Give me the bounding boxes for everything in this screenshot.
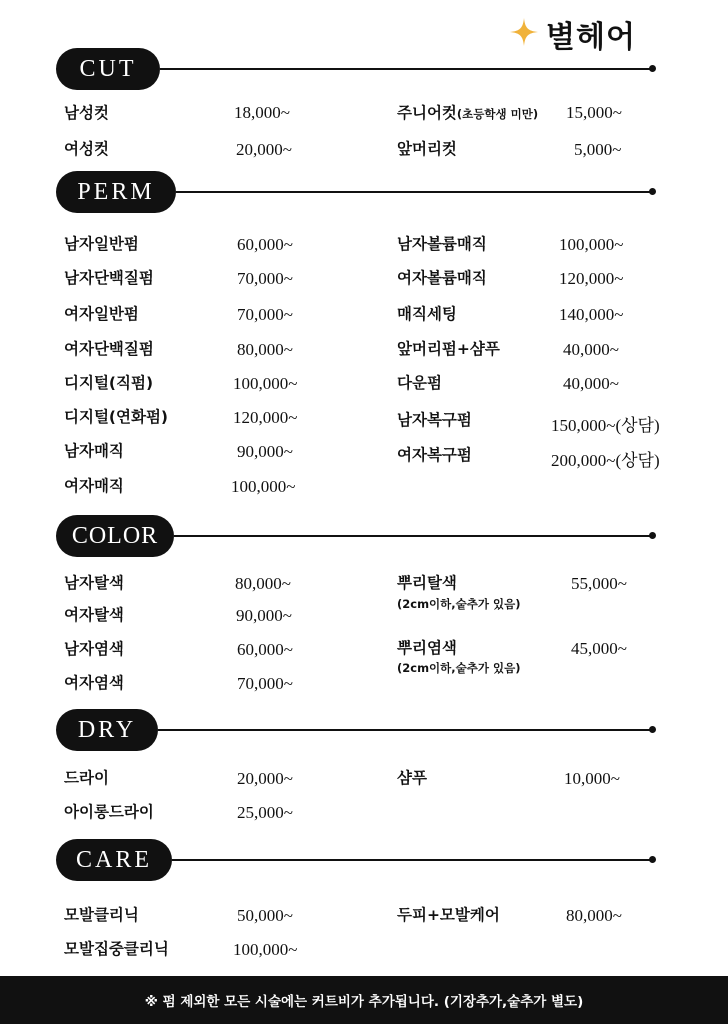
menu-item-name: 여자탈색 (64, 606, 124, 624)
divider-dot (649, 856, 656, 863)
menu-item-price: 10,000~ (564, 769, 620, 788)
menu-item-price: 45,000~ (571, 639, 627, 658)
menu-item-price: 80,000~ (566, 906, 622, 925)
menu-item-price: 120,000~ (233, 408, 298, 427)
section-header-cut (56, 48, 656, 90)
section-divider (172, 859, 652, 861)
menu-item-price: 100,000~ (559, 235, 624, 254)
menu-item-price: 5,000~ (574, 140, 622, 159)
menu-item-price: 60,000~ (237, 235, 293, 254)
menu-item-name: 여자복구펌 (397, 446, 472, 464)
footer-text: ※ 펌 제외한 모든 시술에는 커트비가 추가됩니다. (기장추가,숱추가 별도) (144, 994, 584, 1010)
divider-dot (649, 65, 656, 72)
section-title-cut: CUT (56, 48, 160, 90)
sparkle-icon (508, 16, 540, 52)
menu-item-name: 샴푸 (397, 769, 427, 787)
menu-item-price: 20,000~ (237, 769, 293, 788)
divider-dot (649, 532, 656, 539)
menu-item-name: 다운펌 (397, 374, 442, 392)
menu-item-name: 앞머리펌+샴푸 (397, 340, 500, 358)
menu-item-note: (2cm이하,숱추가 있음) (397, 661, 521, 675)
menu-item-name: 남자일반펌 (64, 235, 139, 253)
menu-item-price: 40,000~ (563, 374, 619, 393)
menu-item-price: 140,000~ (559, 305, 624, 324)
section-header-perm (56, 171, 656, 213)
divider-dot (649, 726, 656, 733)
menu-item-price: 50,000~ (237, 906, 293, 925)
menu-item-name: 여자매직 (64, 477, 124, 495)
menu-item-note: (초등학생 미만) (456, 107, 539, 121)
menu-item-name: 남자볼륨매직 (397, 235, 487, 253)
menu-item-name: 디지털(연화펌) (64, 408, 169, 426)
section-title-perm: PERM (56, 171, 176, 213)
menu-item-name: 모발집중클리닉 (64, 940, 169, 958)
section-header-care (56, 839, 656, 881)
menu-item-name: 아이롱드라이 (64, 803, 154, 821)
menu-item-name: 드라이 (64, 769, 109, 787)
section-title-color: COLOR (56, 515, 174, 557)
menu-item-note: (2cm이하,숱추가 있음) (397, 597, 521, 611)
menu-item-price: 80,000~ (235, 574, 291, 593)
menu-item-name: 여자일반펌 (64, 305, 139, 323)
menu-item-price: 80,000~ (237, 340, 293, 359)
menu-item-name (397, 101, 538, 123)
menu-item-name: 뿌리염색 (397, 639, 457, 657)
menu-item-name: 남자복구펌 (397, 411, 472, 429)
menu-item-price: 70,000~ (237, 305, 293, 324)
divider-dot (649, 188, 656, 195)
menu-item-name: 여자단백질펌 (64, 340, 154, 358)
menu-item-price: 100,000~ (233, 374, 298, 393)
section-divider (174, 535, 652, 537)
menu-item-name: 남자염색 (64, 640, 124, 658)
menu-item-name: 모발클리닉 (64, 906, 139, 924)
menu-item-name: 여성컷 (64, 140, 109, 158)
menu-item-price: 40,000~ (563, 340, 619, 359)
menu-item-price: 70,000~ (237, 269, 293, 288)
menu-item-name: 여자볼륨매직 (397, 269, 487, 287)
menu-item-name: 남성컷 (64, 104, 109, 122)
menu-item-price: 70,000~ (237, 674, 293, 693)
menu-item-price: 90,000~ (237, 442, 293, 461)
menu-item-name: 여자염색 (64, 674, 124, 692)
menu-item-price: 120,000~ (559, 269, 624, 288)
section-title-care: CARE (56, 839, 172, 881)
menu-item-label: 주니어컷 (397, 104, 457, 122)
menu-item-name: 매직세팅 (397, 305, 457, 323)
menu-item-name: 뿌리탈색 (397, 574, 457, 592)
brand-name: 별헤어 (546, 20, 636, 55)
menu-item-price: 55,000~ (571, 574, 627, 593)
menu-item-price: 100,000~ (231, 477, 296, 496)
menu-item-price: 90,000~ (236, 606, 292, 625)
menu-item-price: 20,000~ (236, 140, 292, 159)
section-title-dry: DRY (56, 709, 158, 751)
menu-item-name: 두피+모발케어 (397, 906, 500, 924)
section-header-color (56, 515, 656, 557)
menu-item-price: 18,000~ (234, 103, 290, 122)
menu-item-name: 남자탈색 (64, 574, 124, 592)
section-divider (160, 68, 652, 70)
menu-item-price: 150,000~(상담) (551, 416, 660, 435)
menu-item-price: 60,000~ (237, 640, 293, 659)
section-divider (158, 729, 652, 731)
section-divider (176, 191, 652, 193)
menu-item-name: 디지털(직펌) (64, 374, 154, 392)
menu-item-price: 15,000~ (566, 103, 622, 122)
menu-item-name: 남자매직 (64, 442, 124, 460)
section-header-dry (56, 709, 656, 751)
menu-item-price: 100,000~ (233, 940, 298, 959)
menu-item-name: 남자단백질펌 (64, 269, 154, 287)
menu-item-price: 25,000~ (237, 803, 293, 822)
menu-item-price: 200,000~(상담) (551, 451, 660, 470)
footer-notice (0, 976, 728, 1024)
menu-item-name: 앞머리컷 (397, 140, 457, 158)
